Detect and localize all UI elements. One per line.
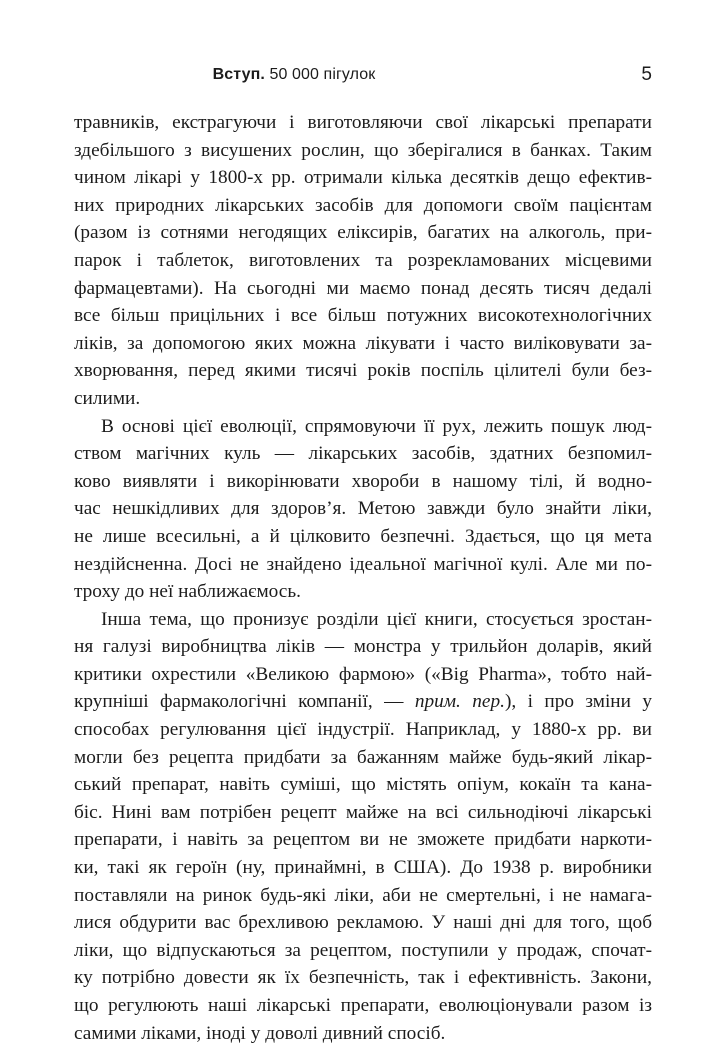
text-line: чином лікарі у 1800-х рр. отримали кілька десятків дещо ефектив- xyxy=(74,167,652,189)
translator-note: прим. пер. xyxy=(414,691,505,713)
text-line: критики охрестили «Великою фармою» («Big Pharma», тобто най- xyxy=(74,663,652,685)
paragraph-1 xyxy=(74,109,652,413)
running-header xyxy=(74,64,654,88)
paragraph-3 xyxy=(74,606,652,1047)
text-line: силими. xyxy=(74,387,141,409)
text-line: поставляли на ринок будь-які ліки, аби не смертельні, і не намага- xyxy=(74,884,652,906)
text-line: препарати, і навіть за рецептом ви не зможете придбати наркоти- xyxy=(74,829,652,851)
chapter-title-bold: Вступ. xyxy=(212,66,265,83)
text-line: (разом із сотнями негодящих еліксирів, багатих на алкоголь, при- xyxy=(74,222,652,244)
text-line: біс. Нині вам потрібен рецепт майже на всі сильнодіючі лікарські xyxy=(74,801,652,823)
text-line: здебільшого з висушених рослин, що зберігалися в банках. Таким xyxy=(74,139,652,161)
text-line: нездійсненна. Досі не знайдено ідеальної магічної кулі. Але ми по- xyxy=(74,553,652,575)
text-line: них природних лікарських засобів для допомоги своїм пацієнтам xyxy=(74,194,652,216)
text-line: парок і таблеток, виготовлених та розрекламованих місцевими xyxy=(74,249,652,271)
text-line: Інша тема, що пронизує розділи цієї книги, стосується зростан- xyxy=(101,608,652,630)
text-line: ський препарат, навіть суміші, що містять опіум, кокаїн та кана- xyxy=(74,774,652,796)
text-line: не лише всесильні, а й цілковито безпечні. Здається, що ця мета xyxy=(74,525,652,547)
text-line: фармацевтами). На сьогодні ми маємо понад десять тисяч дедалі xyxy=(74,277,652,299)
text-line: ково виявляти і викорінювати хвороби в нашому тілі, й водно- xyxy=(74,470,652,492)
text-line: час нешкідливих для здоров’я. Метою завжди було знайти ліки, xyxy=(74,498,652,520)
text-line: самими ліками, іноді у доволі дивний спосіб. xyxy=(74,1022,446,1044)
text-line: способах регулювання цієї індустрії. Наприклад, у 1880-х рр. ви xyxy=(74,719,652,741)
text-segment: крупніші фармакологічні компанії, — xyxy=(74,691,415,713)
text-line: ку потрібно довести як їх безпечність, так і ефективність. Закони, xyxy=(74,967,652,989)
text-line: В основі цієї еволюції, спрямовуючи її рух, лежить пошук люд- xyxy=(101,415,652,437)
text-line: що регулюють наші лікарські препарати, еволюціонували разом із xyxy=(74,995,652,1016)
text-segment: ), і про зміни у xyxy=(504,691,652,713)
text-line: все більш прицільних і все більш потужних високотехнологічних xyxy=(74,305,652,327)
text-line: троху до неї наближаємось. xyxy=(74,581,301,603)
text-line xyxy=(74,688,652,716)
text-line: лися обдурити вас брехливою рекламою. У наші дні для того, щоб xyxy=(74,912,652,934)
text-line: ки, такі як героїн (ну, принаймні, в США). До 1938 р. виробники xyxy=(74,857,652,879)
page-number: 5 xyxy=(641,64,652,85)
chapter-title-rest: 50 000 пігулок xyxy=(264,66,376,83)
text-line: ством магічних куль — лікарських засобів, здатних безпомил- xyxy=(74,443,652,465)
text-line: хворювання, перед якими тисячі років поспіль цілителі були без- xyxy=(74,360,652,382)
text-line: травників, екстрагуючи і виготовляючи свої лікарські препарати xyxy=(74,112,652,133)
text-line: ліків, за допомогою яких можна лікувати і часто виліковувати за- xyxy=(74,332,652,354)
body-text xyxy=(74,109,652,1047)
text-line: могли без рецепта придбати за бажанням майже будь-який лікар- xyxy=(74,746,652,768)
chapter-title xyxy=(74,66,514,84)
text-line: ня галузі виробництва ліків — монстра у трильйон доларів, який xyxy=(74,636,652,658)
text-line: ліки, що відпускаються за рецептом, поступили у продаж, спочат- xyxy=(74,939,652,961)
paragraph-2 xyxy=(74,413,652,606)
